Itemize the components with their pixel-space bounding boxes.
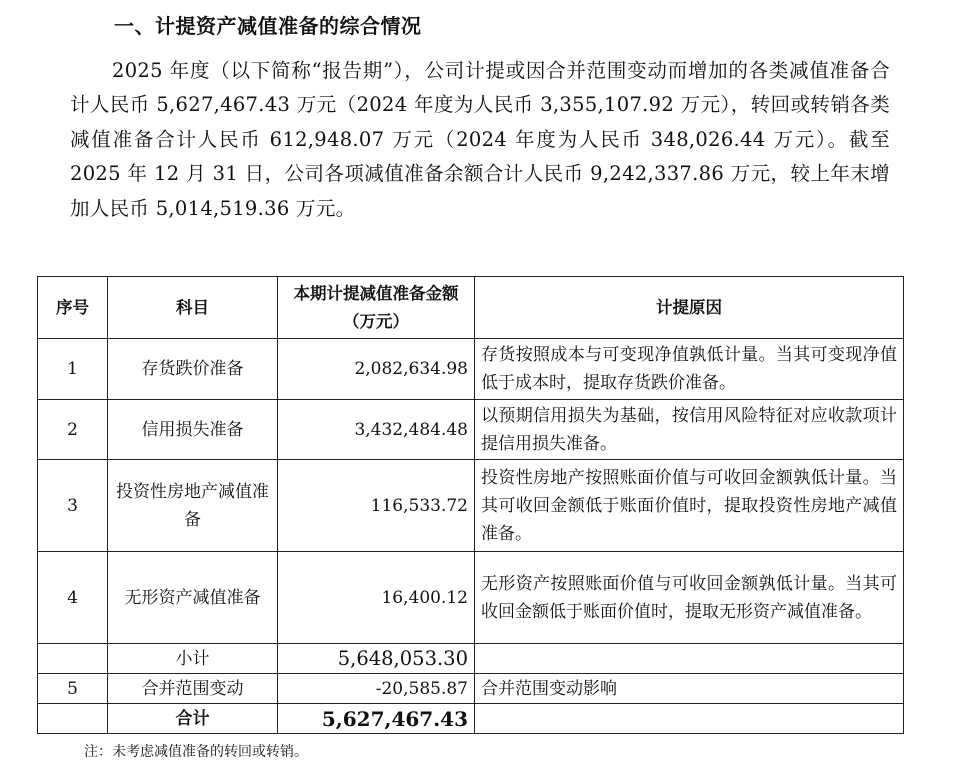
total-row <box>38 704 904 734</box>
row-no: 4 <box>38 552 108 644</box>
row-reason: 投资性房地产按照账面价值与可收回金额孰低计量。当其可收回金额低于账面价值时，提取投资性房地产减值准备。 <box>475 460 904 552</box>
row-amount: 16,400.12 <box>278 552 475 644</box>
row-item: 投资性房地产减值准备 <box>108 460 278 552</box>
row-amount: 2,082,634.98 <box>278 339 475 400</box>
subtotal-reason <box>475 644 904 674</box>
scope-change-no: 5 <box>38 674 108 704</box>
total-amount: 5,627,467.43 <box>278 704 475 734</box>
impairment-table <box>37 276 904 734</box>
section-heading: 一、计提资产减值准备的综合情况 <box>114 14 422 38</box>
row-amount: 116,533.72 <box>278 460 475 552</box>
row-amount: 3,432,484.48 <box>278 400 475 460</box>
scope-change-reason: 合并范围变动影响 <box>475 674 904 704</box>
total-reason <box>475 704 904 734</box>
subtotal-no <box>38 644 108 674</box>
subtotal-row <box>38 644 904 674</box>
scope-change-item: 合并范围变动 <box>108 674 278 704</box>
subtotal-amount: 5,648,053.30 <box>278 644 475 674</box>
header-item: 科目 <box>108 277 278 339</box>
summary-paragraph: 2025 年度（以下简称“报告期”），公司计提或因合并范围变动而增加的各类减值准备合计人民币 5,627,467.43 万元（2024 年度为人民币 3,355,107.92 万元），转回或转销各类减值准备合计人民币 612,948.07 万元（2024 年度为人民币 348,026.44 万元）。截至 2025 年 12 月 31 日，公司各项减值准备余额合计人民币 9,242,337.86 万元，较上年末增加人民币 5,014,519.36 万元。 <box>70 59 890 220</box>
table-row <box>38 552 904 644</box>
table-header-row <box>38 277 904 339</box>
row-reason: 存货按照成本与可变现净值孰低计量。当其可变现净值低于成本时，提取存货跌价准备。 <box>475 339 904 400</box>
table-row <box>38 460 904 552</box>
scope-change-row <box>38 674 904 704</box>
header-reason: 计提原因 <box>475 277 904 339</box>
row-reason: 以预期信用损失为基础，按信用风险特征对应收款项计提信用损失准备。 <box>475 400 904 460</box>
table-row <box>38 339 904 400</box>
row-item: 信用损失准备 <box>108 400 278 460</box>
row-item: 存货跌价准备 <box>108 339 278 400</box>
subtotal-label: 小计 <box>108 644 278 674</box>
row-no: 2 <box>38 400 108 460</box>
header-no: 序号 <box>38 277 108 339</box>
row-no: 1 <box>38 339 108 400</box>
footnote: 注：未考虑减值准备的转回或转销。 <box>84 744 308 760</box>
header-amount: 本期计提减值准备金额（万元） <box>278 277 475 339</box>
table-row <box>38 400 904 460</box>
row-item: 无形资产减值准备 <box>108 552 278 644</box>
total-label: 合计 <box>108 704 278 734</box>
scope-change-amount: -20,585.87 <box>278 674 475 704</box>
row-no: 3 <box>38 460 108 552</box>
row-reason: 无形资产按照账面价值与可收回金额孰低计量。当其可收回金额低于账面价值时，提取无形资产减值准备。 <box>475 552 904 644</box>
total-no <box>38 704 108 734</box>
